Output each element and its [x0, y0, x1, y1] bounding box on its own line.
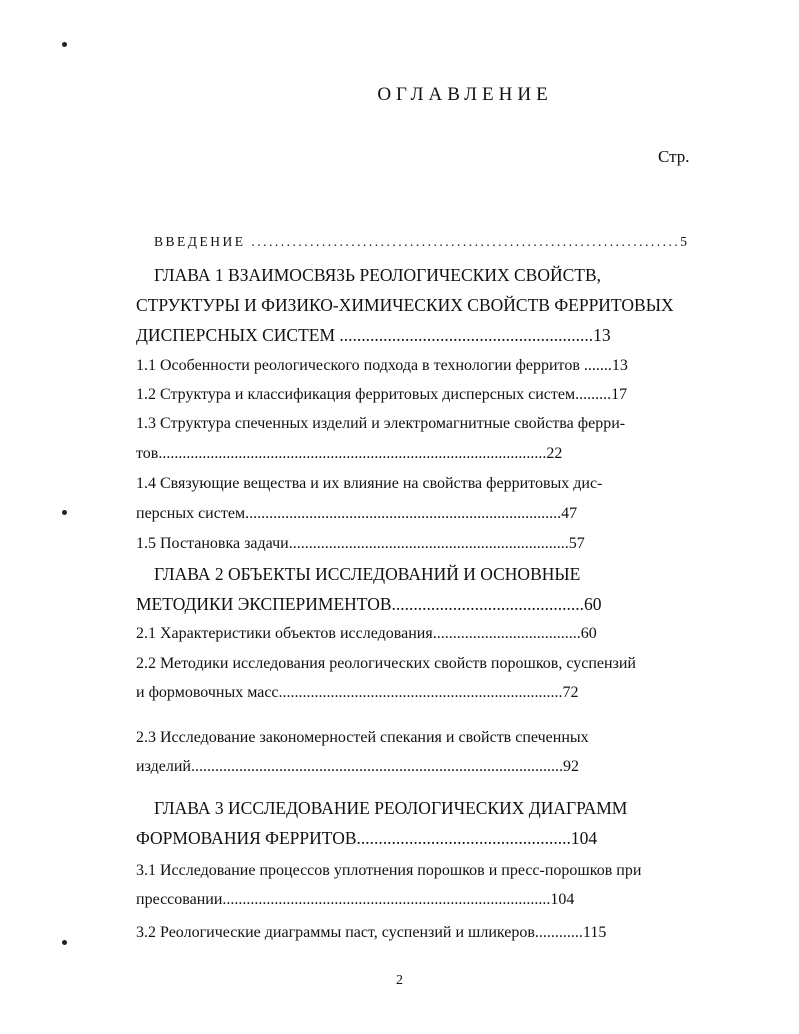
toc-entry-1-3: 1.3 Структура спеченных изделий и электромагнитные свойства ферри- — [136, 415, 626, 432]
toc-entry-1-4-cont: персных систем...............................................................................47 — [136, 505, 578, 522]
toc-entry-1-5: 1.5 Постановка задачи......................................................................57 — [136, 535, 585, 552]
page-number: 2 — [396, 973, 403, 988]
toc-entry-2-3: 2.3 Исследование закономерностей спекания и свойств спеченных — [136, 729, 589, 746]
toc-entry-3-1-cont: прессовании..................................................................................104 — [136, 891, 575, 908]
toc-entry-chapter-2: ГЛАВА 2 ОБЪЕКТЫ ИССЛЕДОВАНИЙ И ОСНОВНЫЕ — [154, 564, 581, 584]
toc-entry-2-3-cont: изделий.............................................................................................92 — [136, 758, 579, 775]
toc-entry-1-3-cont: тов.................................................................................................22 — [136, 445, 563, 462]
toc-entry-2-2-cont: и формовочных масс.......................................................................72 — [136, 684, 579, 701]
binding-hole-mark — [62, 940, 67, 945]
toc-entry-2-2: 2.2 Методики исследования реологических свойств порошков, суспензий — [136, 655, 636, 672]
toc-entry-introduction: ВВЕДЕНИЕ .........................................................................5 — [154, 234, 690, 249]
toc-entry-1-2: 1.2 Структура и классификация ферритовых дисперсных систем.........17 — [136, 386, 628, 403]
page-title: ОГЛАВЛЕНИЕ — [377, 84, 553, 105]
toc-entry-1-1: 1.1 Особенности реологического подхода в технологии ферритов .......13 — [136, 357, 628, 374]
toc-entry-chapter-1-title: СТРУКТУРЫ И ФИЗИКО-ХИМИЧЕСКИХ СВОЙСТВ ФЕРРИТОВЫХ — [136, 295, 674, 315]
toc-entry-3-2: 3.2 Реологические диаграммы паст, суспензий и шликеров............115 — [136, 924, 607, 941]
toc-entry-1-4: 1.4 Связующие вещества и их влияние на свойства ферритовых дис- — [136, 475, 603, 492]
toc-entry-2-1: 2.1 Характеристики объектов исследования.....................................60 — [136, 625, 597, 642]
toc-entry-chapter-3: ГЛАВА 3 ИССЛЕДОВАНИЕ РЕОЛОГИЧЕСКИХ ДИАГРАММ — [154, 798, 628, 818]
toc-entry-chapter-1: ГЛАВА 1 ВЗАИМОСВЯЗЬ РЕОЛОГИЧЕСКИХ СВОЙСТВ, — [154, 265, 602, 285]
binding-hole-mark — [62, 42, 67, 47]
binding-hole-mark — [62, 510, 67, 515]
toc-entry-3-1: 3.1 Исследование процессов уплотнения порошков и пресс-порошков при — [136, 862, 642, 879]
page-column-label: Стр. — [658, 147, 690, 166]
toc-entry-chapter-1-title-end: ДИСПЕРСНЫХ СИСТЕМ ..........................................................13 — [136, 325, 611, 345]
toc-entry-chapter-2-title: МЕТОДИКИ ЭКСПЕРИМЕНТОВ............................................60 — [136, 594, 602, 614]
toc-entry-chapter-3-title: ФОРМОВАНИЯ ФЕРРИТОВ.................................................104 — [136, 828, 598, 848]
